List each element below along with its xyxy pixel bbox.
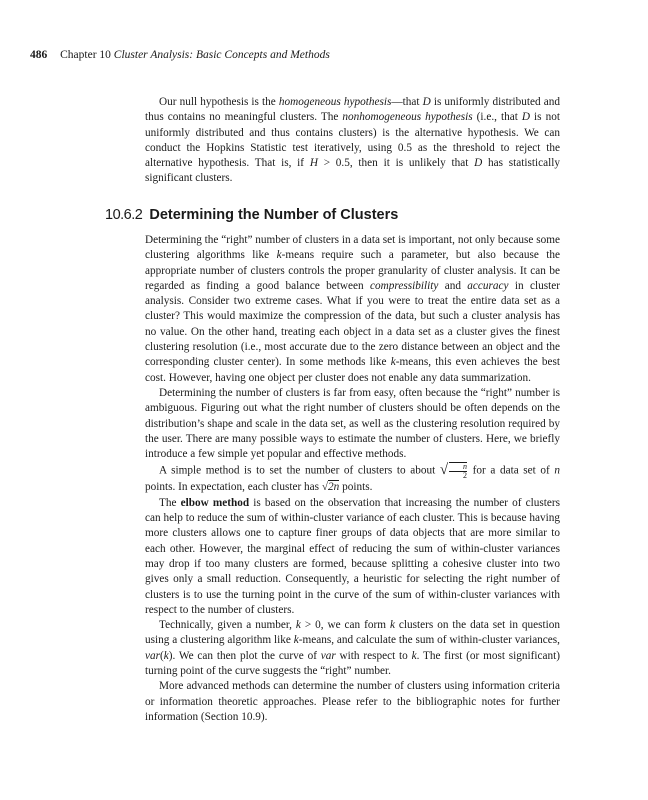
math-var: var <box>320 649 336 662</box>
text-run: points. In expectation, each cluster has <box>145 481 322 494</box>
section-number: 10.6.2 <box>105 207 143 223</box>
emphasis: nonhomogeneous hypothesis <box>342 111 473 124</box>
text-run: points. <box>339 481 373 494</box>
section-body <box>145 233 560 725</box>
math-var: D <box>474 157 483 170</box>
text-run: (i.e., that <box>472 111 522 124</box>
text-run: is uniformly distributed and thus contains no meaningful clusters. The <box>145 96 560 124</box>
text-run: -means, this even achieves the best cost. However, having one object per cluster does not enable any data summarization. <box>145 356 560 384</box>
math-var: H <box>309 157 318 170</box>
text-run: -means, and calculate the sum of within-cluster variances, <box>298 634 560 647</box>
text-run: > 0, we can form <box>300 619 390 632</box>
sqrt-n-over-2 <box>439 462 468 481</box>
math-var: k <box>163 649 169 662</box>
text-run: has statistically significant clusters. <box>145 157 560 185</box>
text-run: ( <box>160 649 164 662</box>
text-run: > 0.5, then it is unlikely that <box>317 157 475 170</box>
text-run: is based on the observation that increasing the number of clusters can help to reduce the sum of within-cluster variance of each cluster. This is because having more clusters allows one to capture finer groups of data objects that are more similar to each other. However, the marginal effect of reducing the sum of within-cluster variances may drop if too many clusters are formed, because splitting a cohesive cluster into two gives only a small reduction. Consequently, a heuristic for selecting the right number of clusters is to use the turning point in the curve of the sum of within-cluster variances with respect to the number of clusters. <box>145 496 561 616</box>
paragraph-1 <box>145 233 560 386</box>
emphasis: compressibility <box>370 279 439 292</box>
emphasis: homogeneous hypothesis <box>278 96 392 108</box>
null-hypothesis-paragraph <box>145 95 560 187</box>
sqrt-2n <box>322 480 339 493</box>
math-var: k <box>295 619 301 632</box>
running-head <box>30 49 330 61</box>
chapter-label: Chapter 10 <box>60 49 111 61</box>
math-var: n <box>554 465 560 478</box>
text-run: —that <box>391 96 423 108</box>
paragraph-3 <box>145 462 560 495</box>
chapter-title: Cluster Analysis: Basic Concepts and Methods <box>113 49 330 61</box>
fraction-numerator: n <box>463 462 468 472</box>
text-run: Determining the “right” number of clusters in a data set is important, not only because some clustering algorithms like <box>145 234 560 262</box>
math-var: D <box>521 111 531 124</box>
radical-sign: √ <box>321 481 329 494</box>
paragraph-2: Determining the number of clusters is far from easy, often because the “right” number is ambiguous. Figuring out what the right number of clusters should be often depends on the distribution’s shape and scale in the data set, as well as the clustering resolution required by the user. There are many possible ways to estimate the number of clusters. Here, we briefly introduce a few simple yet popular and effective methods. <box>145 386 560 461</box>
paragraph-5 <box>145 618 560 679</box>
math-var: k <box>390 356 396 369</box>
math-var: k <box>293 634 299 647</box>
emphasis: accuracy <box>467 279 509 292</box>
section-title: Determining the Number of Clusters <box>149 207 399 223</box>
sqrt-argument: 2n <box>328 481 340 494</box>
text-run: is not uniformly distributed and thus contains clusters) is the alternative hypothesis. We can conduct the Hopkins Statistic test iteratively, using 0.5 as the threshold to reject the alternative hypothesis. That is, if <box>145 111 560 170</box>
text-run: clusters on the data set in question using a clustering algorithm like <box>145 619 561 647</box>
text-run: in cluster analysis. Consider two extreme cases. What if you were to treat the entire data set as a cluster? This would maximize the compression of the data, but such a cluster analysis has no value. On the other hand, treating each object in a data set as a cluster gives the finest clustering resolution (i.e., most accurate due to the zero distance between an object and the corresponding cluster center). In some methods like <box>145 279 560 369</box>
page-number: 486 <box>30 49 48 61</box>
text-run: Our null hypothesis is the <box>159 96 279 108</box>
text-run: Technically, given a number, <box>159 619 296 632</box>
math-var: var <box>145 649 160 662</box>
text-run: and <box>438 279 468 292</box>
text-run: The <box>159 496 181 509</box>
paragraph <box>145 95 560 187</box>
radical-sign: √ <box>439 462 449 479</box>
fraction-denominator: 2 <box>449 471 467 480</box>
math-var: k <box>411 649 417 662</box>
text-run: A simple method is to set the number of clusters to about <box>159 465 440 478</box>
text-run: -means require such a parameter, but also because the appropriate number of clusters controls the proper granularity of cluster analysis. It can be regarded as finding a good balance between <box>145 249 560 292</box>
text-run: for a data set of <box>468 465 555 478</box>
text-run: . The first (or most significant) turning point of the curve suggests the “right” number. <box>145 649 560 678</box>
paragraph-6: More advanced methods can determine the number of clusters using information criteria or information theoretic approaches. Please refer to the bibliographic notes for further information (Section 10.9). <box>145 680 560 723</box>
fraction <box>449 462 467 480</box>
math-var: k <box>389 619 395 632</box>
math-var: D <box>422 96 431 108</box>
math-var: k <box>276 249 282 262</box>
text-run: with respect to <box>335 649 412 662</box>
paragraph-4 <box>145 496 560 618</box>
term-elbow-method: elbow method <box>180 496 250 509</box>
section-heading <box>105 207 398 223</box>
text-run: ). We can then plot the curve of <box>168 649 321 662</box>
